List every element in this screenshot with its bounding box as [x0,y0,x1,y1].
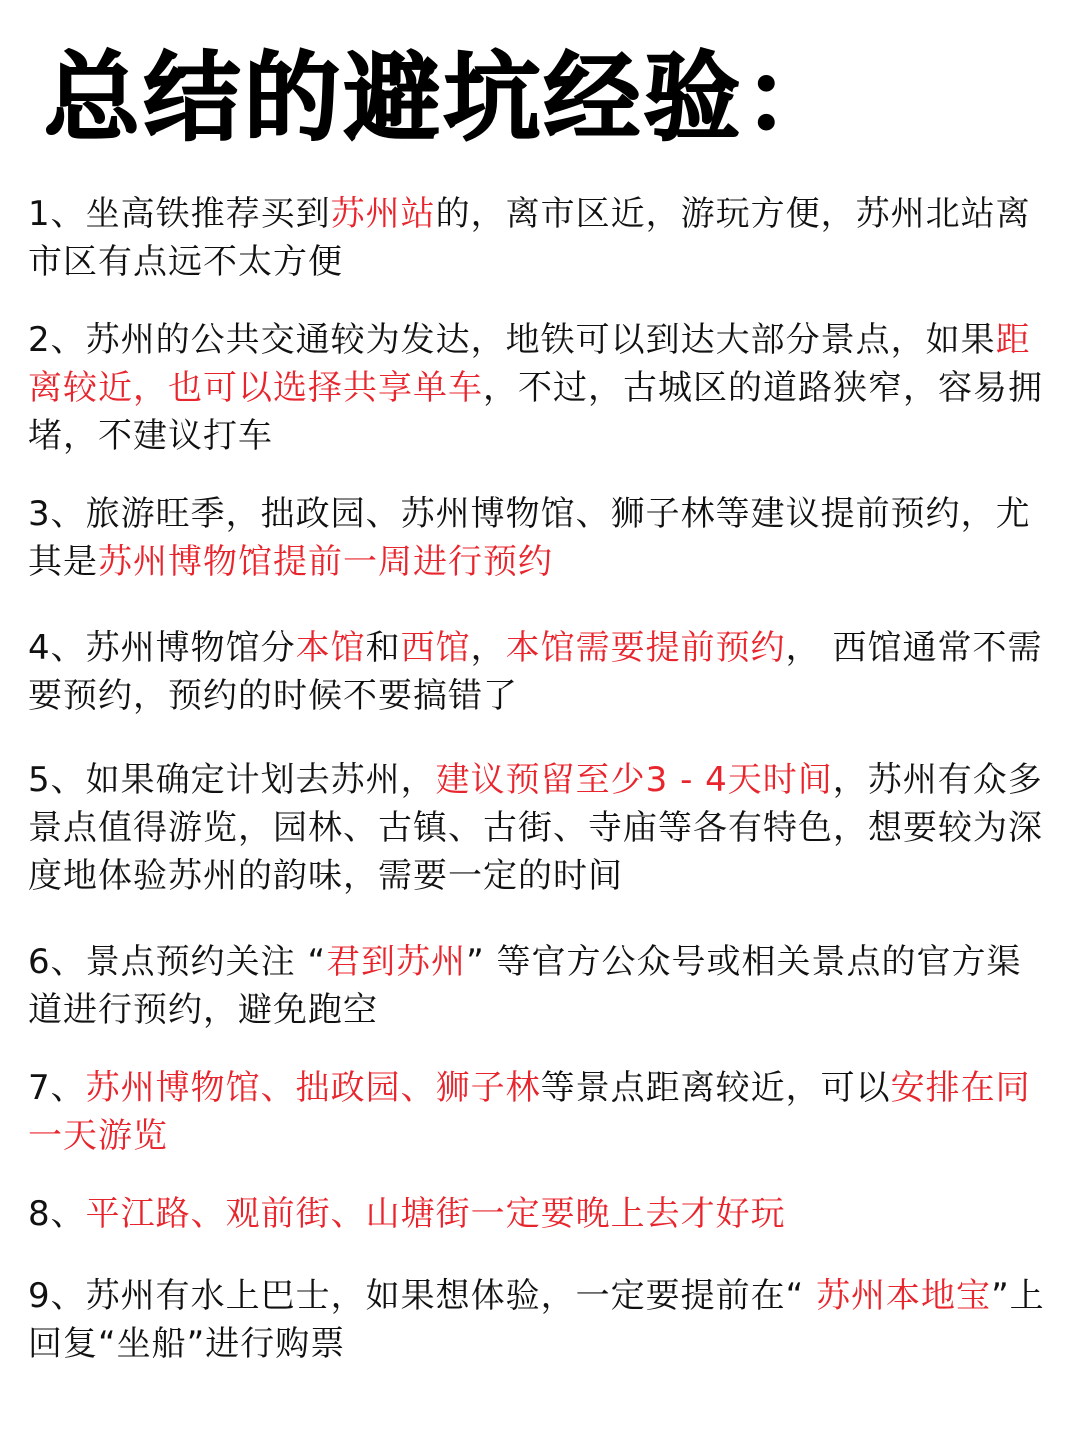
tip-item-5 [28,756,1052,900]
tip-item-9 [28,1272,1052,1368]
highlight-text: 本馆 [295,628,366,668]
highlight-text: 西馆 [400,628,471,668]
highlight-text: 建议预留至少3 - 4天时间 [435,760,833,800]
tip-text: 4、苏州博物馆分 [28,628,296,668]
highlight-text: 苏州站 [330,194,436,234]
highlight-text: 苏州本地宝 [816,1276,992,1316]
tip-item-3 [28,490,1052,586]
tip-text: 1、坐高铁推荐买到 [28,194,331,234]
highlight-text: 平江路、观前街、山塘街一定要晚上去才好玩 [85,1194,786,1234]
tip-text: 5、如果确定计划去苏州， [28,760,436,800]
highlight-text: 安排在同一天游览 [28,1068,1031,1156]
tip-text: 9、苏州有水上巴士，如果想体验，一定要提前在“ [28,1276,817,1316]
tip-item-8 [28,1190,1052,1238]
tip-text: 6、景点预约关注 “ [28,942,327,982]
tip-text: 7、 [28,1068,86,1108]
tip-item-6 [28,938,1052,1034]
tip-text: 2、苏州的公共交通较为发达，地铁可以到达大部分景点，如果 [28,320,996,360]
tip-text: ，不过，古城区的道路狭窄，容易拥堵，不建议打车 [28,368,1043,456]
highlight-text: 苏州博物馆提前一周进行预约 [98,542,553,582]
tip-item-4 [28,624,1052,720]
tip-text: ， 西馆通常不需要预约，预约的时候不要搞错了 [28,628,1043,716]
tip-text: 和 [365,628,401,668]
highlight-text: 君到苏州 [326,942,467,982]
tip-item-2 [28,316,1052,460]
tip-text: 3、旅游旺季，拙政园、苏州博物馆、狮子林等建议提前预约，尤其是 [28,494,1031,582]
tip-item-7 [28,1064,1052,1160]
tip-text: ， [470,628,506,668]
tip-text: 8、 [28,1194,86,1234]
tip-text: 的，离市区近，游玩方便，苏州北站离市区有点远不太方便 [28,194,1031,282]
tip-text: ，苏州有众多景点值得游览，园林、古镇、古街、寺庙等各有特色，想要较为深度地体验苏州的韵味，需要一定的时间 [28,760,1043,896]
tip-item-1 [28,190,1052,286]
highlight-text: 苏州博物馆、拙政园、狮子林 [85,1068,541,1108]
page-title: 总结的避坑经验： [44,42,844,154]
tip-text: 等景点距离较近，可以 [540,1068,891,1108]
highlight-text: 本馆需要提前预约 [505,628,786,668]
tip-text: ”上回复“坐船”进行购票 [28,1276,1045,1364]
highlight-text: 距离较近，也可以选择共享单车 [28,320,1031,408]
tip-text: ” 等官方公众号或相关景点的官方渠道进行预约，避免跑空 [28,942,1022,1030]
